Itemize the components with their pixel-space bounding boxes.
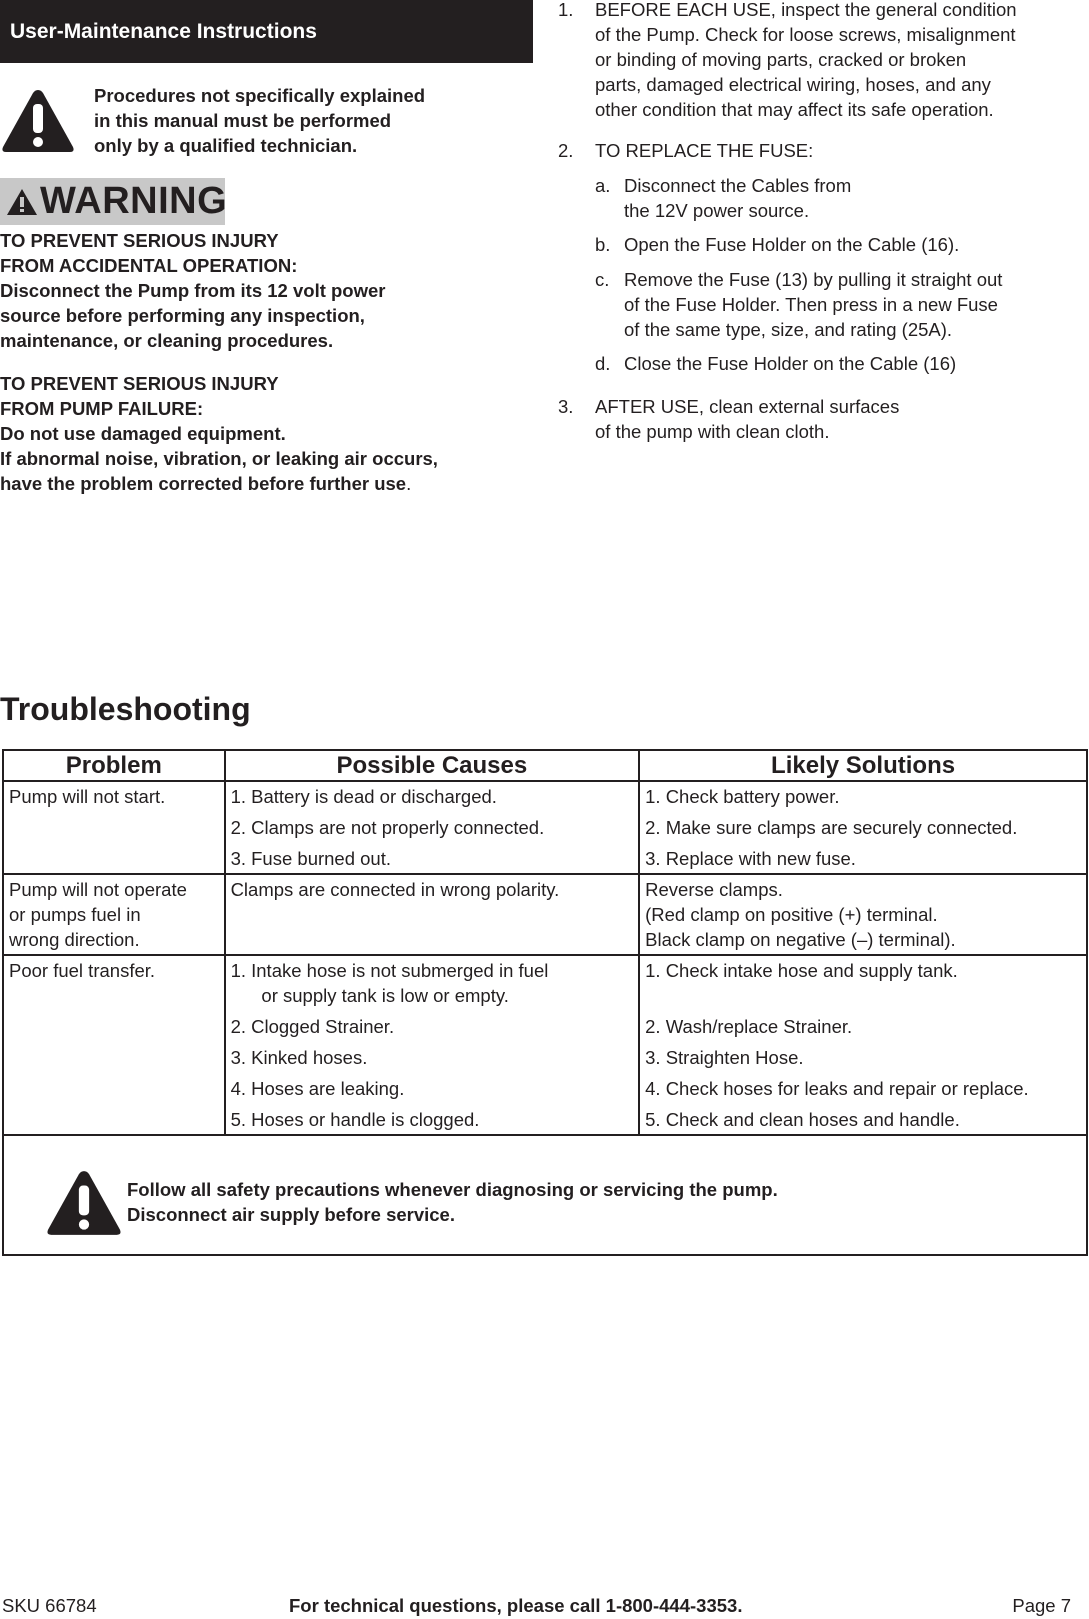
substep-b-letter: b.	[595, 234, 611, 255]
problem-cell	[3, 955, 225, 1135]
warning-pump-failure	[0, 371, 438, 496]
substep-d-letter: d.	[595, 353, 611, 374]
cause-item: 1. Battery is dead or discharged.	[230, 786, 497, 807]
cause-item: 3. Fuse burned out.	[230, 848, 392, 869]
footer-page: Page 7	[1012, 1595, 1071, 1616]
step-3-number: 3.	[558, 396, 574, 417]
warning-line: If abnormal noise, vibration, or leaking air occurs,	[0, 448, 438, 469]
warning-line: FROM PUMP FAILURE:	[0, 398, 204, 419]
cause-item: 1. Intake hose is not submerged in fuel	[230, 960, 549, 981]
column-header: Possible Causes	[225, 750, 640, 781]
cause-item: 2. Clamps are not properly connected.	[230, 817, 545, 838]
column-header: Likely Solutions	[639, 750, 1087, 781]
solution-item: 1. Check battery power.	[645, 786, 840, 807]
step-1-text	[595, 0, 1017, 122]
cause-item: 2. Clogged Strainer.	[230, 1016, 395, 1037]
warning-triangle-icon	[6, 188, 38, 216]
step-line: other condition that may affect its safe operation.	[595, 99, 994, 120]
solution-item: 2. Make sure clamps are securely connected.	[645, 817, 1018, 838]
cause-item: Clamps are connected in wrong polarity.	[230, 879, 560, 900]
warning-line: have the problem corrected before further use	[0, 473, 407, 494]
solutions-cell	[639, 874, 1087, 955]
solution-item: Reverse clamps.	[645, 879, 783, 900]
section-heading: User-Maintenance Instructions	[0, 0, 533, 63]
warning-line: source before performing any inspection,	[0, 305, 365, 326]
table-row	[3, 874, 1087, 955]
safety-row	[3, 1135, 1087, 1255]
solution-item: Black clamp on negative (–) terminal).	[645, 929, 956, 950]
substep-line: Disconnect the Cables from	[624, 175, 852, 196]
safety-text	[127, 1177, 778, 1227]
footer-contact: For technical questions, please call 1-800-444-3353.	[289, 1595, 743, 1616]
table-row	[3, 955, 1087, 1135]
footer-sku: SKU 66784	[2, 1595, 97, 1616]
problem-text: or pumps fuel in	[9, 904, 141, 925]
step-line: or binding of moving parts, cracked or broken	[595, 49, 967, 70]
solution-item: 3. Straighten Hose.	[645, 1047, 804, 1068]
caution-triangle-icon	[0, 87, 76, 155]
warning-line: TO PREVENT SERIOUS INJURY	[0, 230, 279, 251]
solution-item: 2. Wash/replace Strainer.	[645, 1016, 853, 1037]
solution-item	[645, 983, 1081, 1008]
problem-text: wrong direction.	[9, 929, 140, 950]
step-line: of the pump with clean cloth.	[595, 421, 830, 442]
warning-period: .	[406, 473, 412, 494]
warning-label: WARNING	[40, 180, 228, 222]
solution-item: 1. Check intake hose and supply tank.	[645, 960, 958, 981]
step-line: parts, damaged electrical wiring, hoses, and any	[595, 74, 991, 95]
warning-line: Do not use damaged equipment.	[0, 423, 286, 444]
cause-item: 4. Hoses are leaking.	[230, 1078, 405, 1099]
solution-item: 5. Check and clean hoses and handle.	[645, 1109, 960, 1130]
warning-line: FROM ACCIDENTAL OPERATION:	[0, 255, 298, 276]
caution-line: only by a qualified technician.	[94, 135, 358, 156]
causes-cell	[225, 781, 640, 874]
step-line: of the Pump. Check for loose screws, misalignment	[595, 24, 1016, 45]
solution-item: (Red clamp on positive (+) terminal.	[645, 904, 938, 925]
caution-text	[94, 83, 425, 158]
substep-a-letter: a.	[595, 175, 611, 196]
solutions-cell	[639, 781, 1087, 874]
solutions-cell	[639, 955, 1087, 1135]
solution-item: 4. Check hoses for leaks and repair or replace.	[645, 1078, 1029, 1099]
troubleshooting-table	[2, 749, 1088, 1256]
substep-d-text: Close the Fuse Holder on the Cable (16)	[624, 353, 957, 374]
problem-text: Pump will not operate	[9, 879, 187, 900]
substep-line: of the Fuse Holder. Then press in a new Fuse	[624, 294, 998, 315]
column-header: Problem	[3, 750, 225, 781]
step-line: AFTER USE, clean external surfaces	[595, 396, 900, 417]
substep-line: the 12V power source.	[624, 200, 810, 221]
warning-badge	[0, 178, 228, 225]
step-2-number: 2.	[558, 140, 574, 161]
problem-text: Pump will not start.	[9, 786, 166, 807]
safety-cell	[3, 1135, 1087, 1255]
causes-cell	[225, 874, 640, 955]
problem-cell	[3, 781, 225, 874]
table-header-row	[3, 750, 1087, 781]
warning-accidental-operation	[0, 228, 385, 353]
warning-line: maintenance, or cleaning procedures.	[0, 330, 334, 351]
substep-line: Remove the Fuse (13) by pulling it straight out	[624, 269, 1003, 290]
substep-line: of the same type, size, and rating (25A).	[624, 319, 953, 340]
cause-item: 3. Kinked hoses.	[230, 1047, 368, 1068]
substep-c-text	[624, 267, 1002, 342]
step-3-text	[595, 394, 899, 444]
caution-line: Procedures not specifically explained	[94, 85, 426, 106]
step-line: BEFORE EACH USE, inspect the general condition	[595, 0, 1017, 20]
substep-b-text: Open the Fuse Holder on the Cable (16).	[624, 234, 960, 255]
substep-c-letter: c.	[595, 269, 610, 290]
safety-line: Follow all safety precautions whenever diagnosing or servicing the pump.	[127, 1179, 778, 1200]
safety-line: Disconnect air supply before service.	[127, 1204, 455, 1225]
cause-item: 5. Hoses or handle is clogged.	[230, 1109, 480, 1130]
warning-line: Disconnect the Pump from its 12 volt power	[0, 280, 386, 301]
problem-text: Poor fuel transfer.	[9, 960, 156, 981]
step-1-number: 1.	[558, 0, 574, 20]
problem-cell	[3, 874, 225, 955]
cause-item: or supply tank is low or empty.	[230, 985, 509, 1006]
table-row	[3, 781, 1087, 874]
step-2-text: TO REPLACE THE FUSE:	[595, 140, 814, 161]
warning-line: TO PREVENT SERIOUS INJURY	[0, 373, 279, 394]
causes-cell	[225, 955, 640, 1135]
troubleshooting-title: Troubleshooting	[0, 691, 251, 727]
substep-a-text	[624, 173, 851, 223]
caution-line: in this manual must be performed	[94, 110, 392, 131]
caution-triangle-icon	[45, 1168, 123, 1238]
solution-item: 3. Replace with new fuse.	[645, 848, 856, 869]
